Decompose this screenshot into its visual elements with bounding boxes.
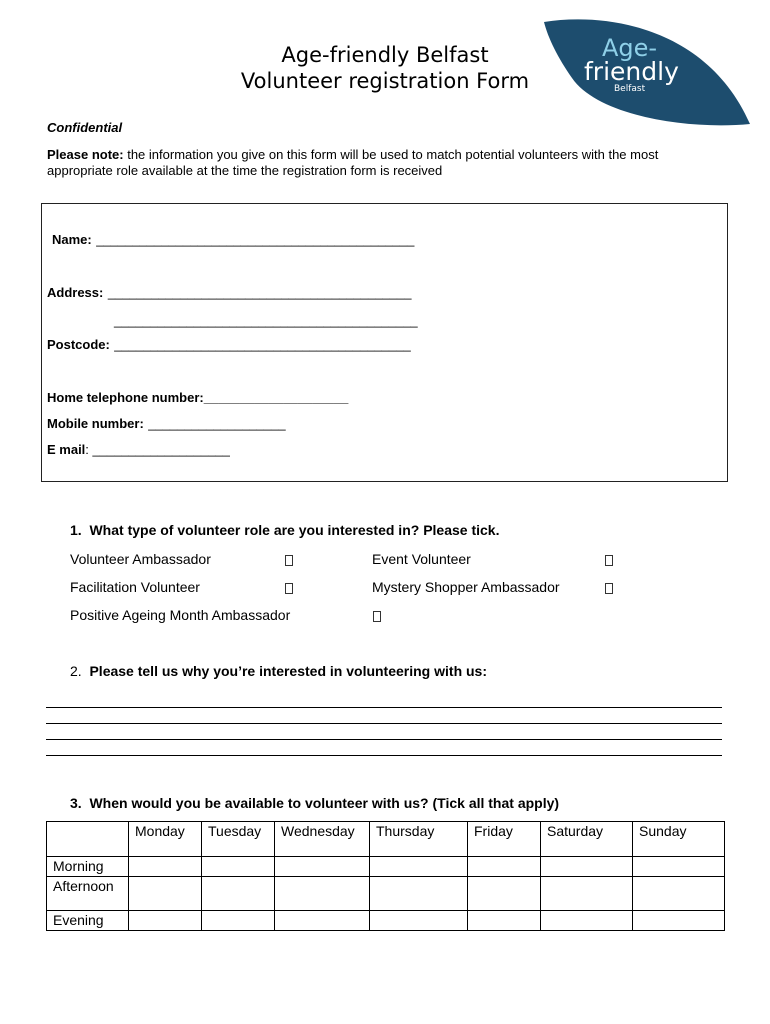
home-telephone-label: Home telephone number: bbox=[47, 390, 204, 405]
home-telephone-row bbox=[47, 389, 348, 407]
checkbox-volunteer-ambassador[interactable] bbox=[285, 555, 293, 566]
table-row-morning bbox=[47, 857, 725, 877]
availability-cell[interactable] bbox=[275, 911, 370, 931]
table-header-row bbox=[47, 822, 725, 857]
availability-cell[interactable] bbox=[202, 857, 275, 877]
availability-cell[interactable] bbox=[468, 911, 541, 931]
slot-afternoon: Afternoon bbox=[47, 877, 129, 911]
address-field-2[interactable]: __________________________________________ bbox=[114, 313, 418, 328]
availability-cell[interactable] bbox=[202, 911, 275, 931]
availability-cell[interactable] bbox=[468, 877, 541, 911]
availability-cell[interactable] bbox=[633, 877, 725, 911]
table-row-evening bbox=[47, 911, 725, 931]
address-label: Address: bbox=[47, 285, 104, 300]
question-1-number: 1. bbox=[70, 522, 82, 538]
answer-line-3[interactable] bbox=[46, 739, 722, 740]
name-row bbox=[52, 231, 414, 249]
question-2-number: 2. bbox=[70, 663, 82, 679]
svg-text:friendly: friendly bbox=[584, 57, 679, 86]
availability-cell[interactable] bbox=[129, 911, 202, 931]
availability-table bbox=[46, 821, 725, 931]
availability-cell[interactable] bbox=[541, 857, 633, 877]
postcode-field[interactable]: _________________________________________ bbox=[114, 337, 411, 352]
form-title-line1: Age-friendly Belfast bbox=[281, 43, 489, 67]
availability-cell[interactable] bbox=[370, 911, 468, 931]
question-1-text: What type of volunteer role are you interested in? Please tick. bbox=[89, 522, 500, 538]
question-3-text: When would you be available to volunteer with us? (Tick all that apply) bbox=[89, 795, 560, 811]
note-label: Please note: bbox=[47, 147, 124, 162]
address-row bbox=[47, 284, 411, 302]
availability-cell[interactable] bbox=[275, 877, 370, 911]
svg-text:Age-: Age- bbox=[602, 34, 658, 62]
availability-cell[interactable] bbox=[370, 857, 468, 877]
availability-cell[interactable] bbox=[541, 877, 633, 911]
email-row bbox=[47, 441, 230, 459]
note-text-1: the information you give on this form will be used to match potential volunteers with the most bbox=[127, 147, 659, 162]
option-positive-ageing-month-ambassador: Positive Ageing Month Ambassador bbox=[70, 607, 291, 623]
question-1 bbox=[70, 522, 499, 538]
checkbox-mystery-shopper-ambassador[interactable] bbox=[605, 583, 613, 594]
day-header-sunday: Sunday bbox=[633, 822, 725, 857]
availability-cell[interactable] bbox=[275, 857, 370, 877]
availability-cell[interactable] bbox=[633, 857, 725, 877]
question-2 bbox=[70, 663, 487, 679]
checkbox-positive-ageing-month-ambassador[interactable] bbox=[373, 611, 381, 622]
availability-cell[interactable] bbox=[202, 877, 275, 911]
availability-cell[interactable] bbox=[541, 911, 633, 931]
option-volunteer-ambassador: Volunteer Ambassador bbox=[70, 551, 211, 567]
confidential-label: Confidential bbox=[47, 120, 123, 135]
day-header-friday: Friday bbox=[468, 822, 541, 857]
option-event-volunteer: Event Volunteer bbox=[372, 551, 471, 567]
postcode-label: Postcode: bbox=[47, 337, 110, 352]
name-label: Name: bbox=[52, 232, 92, 247]
availability-cell[interactable] bbox=[129, 857, 202, 877]
slot-morning: Morning bbox=[47, 857, 129, 877]
day-header-wednesday: Wednesday bbox=[275, 822, 370, 857]
email-label: E mail bbox=[47, 442, 86, 457]
table-row-afternoon bbox=[47, 877, 725, 911]
day-header-monday: Monday bbox=[129, 822, 202, 857]
mobile-field[interactable]: ___________________ bbox=[148, 416, 286, 431]
question-2-text: Please tell us why you’re interested in volunteering with us: bbox=[89, 663, 488, 679]
postcode-row bbox=[47, 336, 411, 354]
availability-cell[interactable] bbox=[633, 911, 725, 931]
form-title-line2: Volunteer registration Form bbox=[240, 69, 530, 93]
email-field[interactable]: : ___________________ bbox=[85, 442, 230, 457]
slot-evening: Evening bbox=[47, 911, 129, 931]
svg-text:Belfast: Belfast bbox=[614, 84, 646, 94]
home-telephone-field[interactable]: ____________________ bbox=[203, 390, 349, 405]
question-3 bbox=[70, 795, 559, 811]
availability-cell[interactable] bbox=[370, 877, 468, 911]
answer-line-2[interactable] bbox=[46, 723, 722, 724]
availability-cell[interactable] bbox=[129, 877, 202, 911]
mobile-row bbox=[47, 415, 286, 433]
note-line1 bbox=[47, 147, 658, 162]
day-header-thursday: Thursday bbox=[370, 822, 468, 857]
availability-cell[interactable] bbox=[468, 857, 541, 877]
day-header-tuesday: Tuesday bbox=[202, 822, 275, 857]
note-text-2: appropriate role available at the time the registration form is received bbox=[47, 163, 443, 178]
question-3-number: 3. bbox=[70, 795, 82, 811]
checkbox-event-volunteer[interactable] bbox=[605, 555, 613, 566]
answer-line-4[interactable] bbox=[46, 755, 722, 756]
answer-line-1[interactable] bbox=[46, 707, 722, 708]
checkbox-facilitation-volunteer[interactable] bbox=[285, 583, 293, 594]
day-header-saturday: Saturday bbox=[541, 822, 633, 857]
name-field[interactable]: ____________________________________________ bbox=[96, 232, 415, 247]
option-facilitation-volunteer: Facilitation Volunteer bbox=[70, 579, 200, 595]
age-friendly-logo bbox=[538, 18, 756, 130]
corner-cell bbox=[47, 822, 129, 857]
option-mystery-shopper-ambassador: Mystery Shopper Ambassador bbox=[372, 579, 560, 595]
address-field-1[interactable]: __________________________________________ bbox=[107, 285, 412, 300]
mobile-label: Mobile number: bbox=[47, 416, 144, 431]
